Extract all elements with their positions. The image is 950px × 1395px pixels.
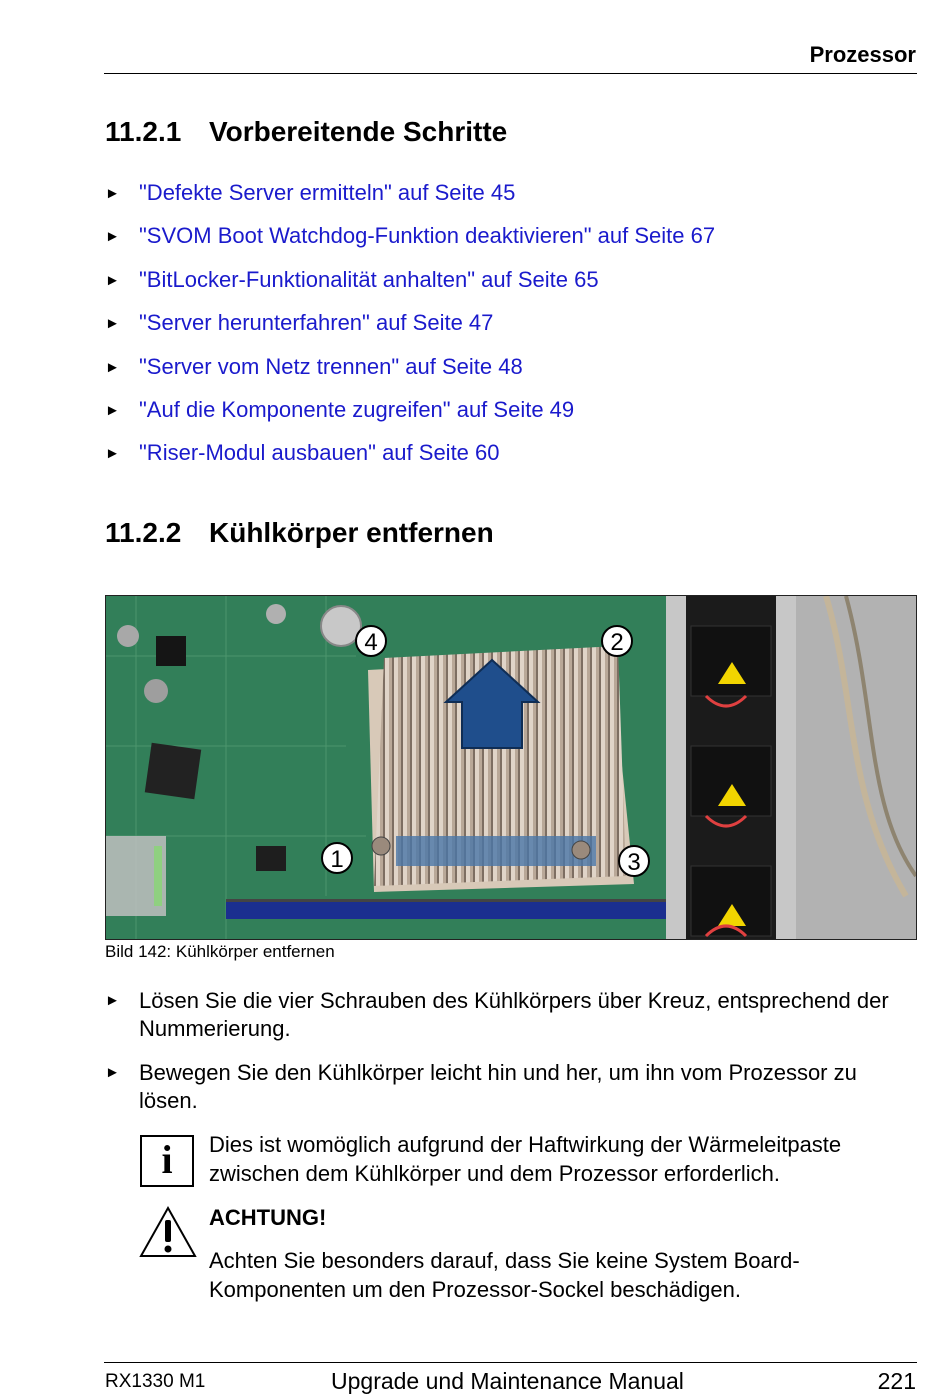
section-heading-2 [105,517,494,549]
triangle-bullet-icon: ► [105,271,120,289]
callout-label: 2 [610,629,624,656]
figure-caption: Bild 142: Kühlkörper entfernen [105,942,335,961]
callout-label: 4 [364,629,378,656]
callout-label: 3 [627,849,641,876]
section-number: 11.2.2 [105,517,182,548]
section-number: 11.2.1 [105,116,182,147]
callout-label: 1 [330,846,344,873]
list-item [105,438,715,481]
header-rule [104,73,917,74]
step-text: Lösen Sie die vier Schrauben des Kühlkörpers über Kreuz, entsprechend der Nummerierung. [139,988,889,1041]
triangle-bullet-icon: ► [105,401,120,419]
instruction-step [105,987,915,1043]
list-item [105,352,715,395]
triangle-bullet-icon: ► [105,358,120,376]
fan-units [691,626,771,936]
page-number: 221 [877,1368,916,1394]
triangle-bullet-icon: ► [105,992,120,1009]
heatsink-photo [105,595,917,940]
step-text: Bewegen Sie den Kühlkörper leicht hin und her, um ihn vom Prozessor zu lösen. [139,1060,857,1113]
cross-reference-link[interactable]: "Server vom Netz trennen" auf Seite 48 [139,353,523,379]
list-item [105,308,715,351]
list-item [105,178,715,221]
prerequisite-link-list [105,178,715,482]
footer-rule [104,1362,917,1363]
list-item [105,395,715,438]
triangle-bullet-icon: ► [105,315,120,333]
cross-reference-link[interactable]: "Defekte Server ermitteln" auf Seite 45 [139,180,516,205]
section-title: Vorbereitende Schritte [209,116,508,147]
cross-reference-link[interactable]: "Riser-Modul ausbauen" auf Seite 60 [139,440,500,466]
instruction-step [105,1059,915,1115]
triangle-bullet-icon: ► [105,185,120,202]
cross-reference-link[interactable]: "BitLocker-Funktionalität anhalten" auf Seite 65 [139,266,599,292]
list-item [105,221,715,264]
footer-manual-title: Upgrade und Maintenance Manual [331,1368,684,1394]
caution-text: Achten Sie besonders darauf, dass Sie keine System Board-Komponenten um den Prozessor-Sockel beschädigen. [209,1248,800,1302]
header-title: Prozessor [809,42,916,67]
caution-heading: ACHTUNG! [209,1205,327,1230]
list-item [105,265,715,308]
cross-reference-link[interactable]: "Auf die Komponente zugreifen" auf Seite 49 [139,396,575,422]
info-icon: i [140,1135,194,1187]
info-note-text: Dies ist womöglich aufgrund der Haftwirkung der Wärmeleitpaste zwischen dem Kühlkörper und dem Prozessor erforderlich. [209,1132,842,1186]
cross-reference-link[interactable]: "Server herunterfahren" auf Seite 47 [139,310,494,336]
warning-icon [138,1205,198,1259]
triangle-bullet-icon: ► [105,228,120,246]
section-heading-1 [105,116,507,148]
footer-model: RX1330 M1 [105,1371,206,1392]
cross-reference-link[interactable]: "SVOM Boot Watchdog-Funktion deaktivieren" auf Seite 67 [139,223,716,249]
section-title: Kühlkörper entfernen [209,517,494,548]
triangle-bullet-icon: ► [105,445,120,463]
triangle-bullet-icon: ► [105,1064,120,1081]
